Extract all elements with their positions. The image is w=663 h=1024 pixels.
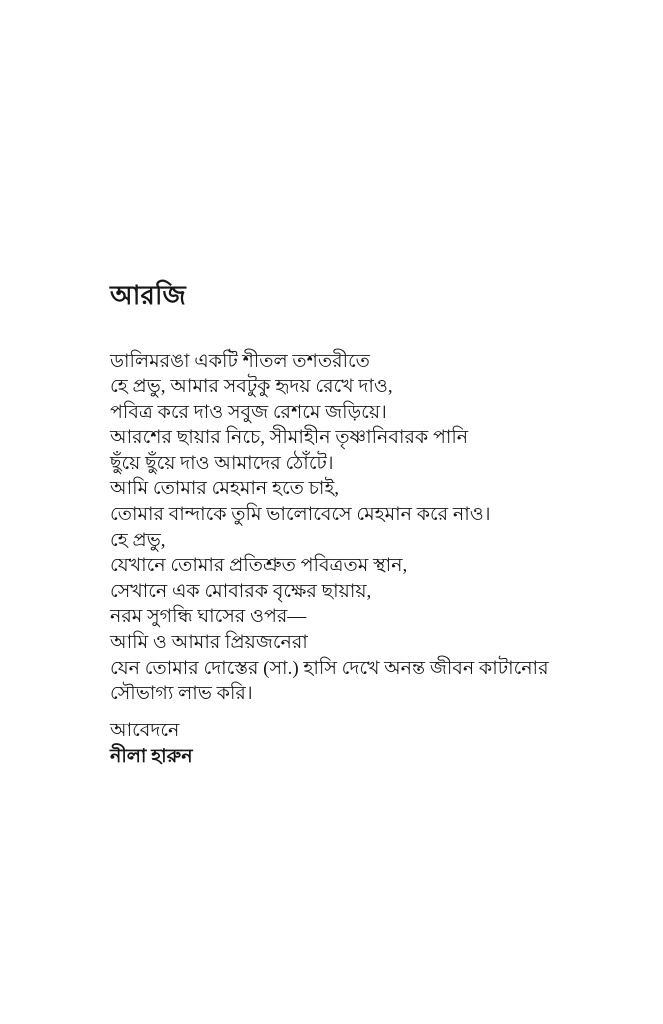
poem-line: ডালিমরঙা একটি শীতল তশতরীতে	[110, 350, 370, 372]
poem-line: পবিত্র করে দাও সবুজ রেশমে জড়িয়ে।	[110, 401, 387, 423]
poem-line: আমি তোমার মেহমান হতে চাই,	[110, 478, 340, 500]
poem-line: নরম সুগন্ধি ঘাসের ওপর—	[110, 606, 307, 628]
poem-line: হে প্রভু, আমার সবটুকু হৃদয় রেখে দাও,	[110, 376, 393, 398]
poem-line: ছুঁয়ে ছুঁয়ে দাও আমাদের ঠোঁটে।	[110, 452, 334, 474]
poem-line: যেন তোমার দোস্তের (সা.) হাসি দেখে অনন্ত জীবন কাটানোর	[110, 657, 549, 679]
poem-line: আরশের ছায়ার নিচে, সীমাহীন তৃষ্ণানিবারক পানি	[110, 427, 469, 449]
poem	[110, 349, 590, 707]
author-name: নীলা হারুন	[110, 745, 193, 767]
page-content	[110, 280, 590, 770]
poem-line: আমি ও আমার প্রিয়জনেরা	[110, 632, 308, 654]
poem-line: সেখানে এক মোবারক বৃক্ষের ছায়ায়,	[110, 580, 372, 602]
poem-line: সৌভাগ্য লাভ করি।	[110, 683, 253, 705]
signature-block	[110, 718, 590, 770]
poem-line: যেখানে তোমার প্রতিশ্রুত পবিত্রতম স্থান,	[110, 555, 408, 577]
poem-line: তোমার বান্দাকে তুমি ভালোবেসে মেহমান করে নাও।	[110, 504, 491, 526]
poem-line: হে প্রভু,	[110, 529, 166, 551]
page-title: আরজি	[110, 281, 186, 310]
signature-label: আবেদনে	[110, 719, 180, 741]
